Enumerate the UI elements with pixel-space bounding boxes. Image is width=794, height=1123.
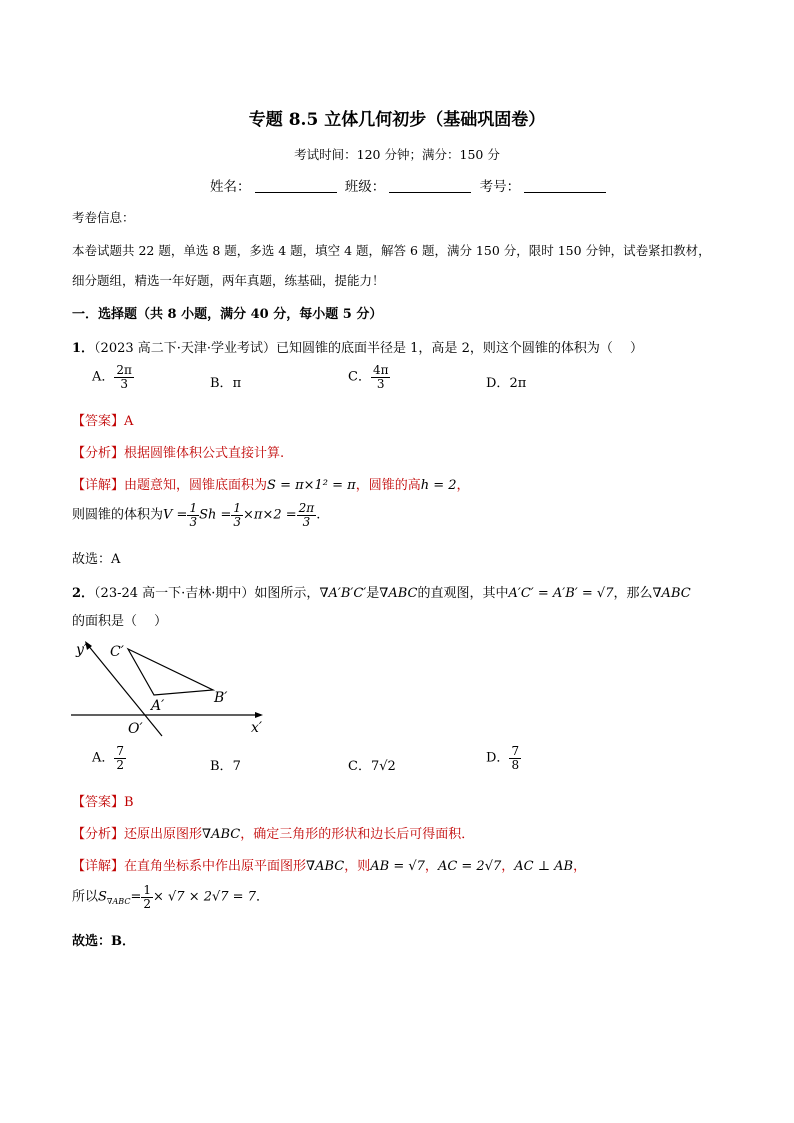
q1-choice: 故选：A bbox=[72, 552, 121, 567]
class-label: 班级： bbox=[344, 179, 386, 195]
label-b: B′ bbox=[214, 690, 228, 706]
q1-option-d: D．2π bbox=[486, 376, 527, 391]
q1-answer: 【答案】A bbox=[72, 414, 134, 429]
q2-option-b: B．7 bbox=[210, 759, 241, 774]
q1-option-b: B．π bbox=[210, 376, 242, 391]
q2-detail: 【详解】在直角坐标系中作出原平面图形∇ABC，则AB = √7，AC = 2√7，AC ⊥ AB， bbox=[72, 859, 587, 874]
page-title: 专题 8.5 立体几何初步（基础巩固卷） bbox=[248, 110, 546, 130]
section-heading: 一．选择题（共 8 小题，满分 40 分，每小题 5 分） bbox=[72, 307, 383, 322]
q1-option-a: A． $\frac{2\pi}{3}$ bbox=[92, 363, 132, 391]
q2-option-d: D． $\frac{7}{8}$ bbox=[486, 744, 520, 772]
q1-detail-1: 【详解】由题意知，圆锥底面积为S = π×1² = π，圆锥的高h = 2， bbox=[72, 478, 470, 493]
label-y: y′ bbox=[76, 642, 88, 658]
info-line-2: 细分题组，精选一年好题，两年真题，练基础，提能力！ bbox=[72, 273, 385, 288]
q1-analysis: 【分析】根据圆锥体积公式直接计算. bbox=[72, 446, 285, 461]
q1-text: 已知圆锥的底面半径是 1，高是 2，则这个圆锥的体积为（ ） bbox=[276, 341, 643, 356]
question-1 bbox=[72, 337, 643, 356]
class-blank bbox=[389, 192, 471, 193]
number-label: 考号： bbox=[479, 179, 521, 195]
q1-source: （2023 高二下·天津·学业考试） bbox=[94, 341, 277, 356]
student-info-row bbox=[210, 175, 610, 195]
q2-option-a: A． $\frac{7}{2}$ bbox=[92, 744, 125, 772]
exam-time: 考试时间：120 分钟；满分：150 分 bbox=[294, 147, 500, 162]
name-blank bbox=[255, 192, 337, 193]
x-arrow-icon bbox=[255, 712, 263, 718]
name-label: 姓名： bbox=[210, 179, 251, 195]
question-2-line-2: 的面积是（ ） bbox=[72, 614, 168, 629]
label-c: C′ bbox=[110, 644, 124, 660]
label-x: x′ bbox=[251, 720, 263, 736]
q2-choice: 故选：B． bbox=[72, 934, 135, 949]
q2-analysis: 【分析】还原出原图形∇ABC，确定三角形的形状和边长后可得面积． bbox=[72, 827, 475, 842]
label-o: O′ bbox=[128, 721, 143, 737]
info-label: 考卷信息： bbox=[72, 210, 135, 225]
q2-area-formula: 所以$S_{\nabla ABC}=$ $\frac{1}{2}$ × √7 × 2√7 = 7． bbox=[72, 883, 269, 911]
q1-number: 1． bbox=[72, 341, 95, 356]
q1-detail-2: 则圆锥的体积为V = $\frac{1}{3}$ Sh = $\frac{1}{3}$ ×π×2 = $\frac{2\pi}{3}$ . bbox=[72, 501, 321, 529]
number-blank bbox=[524, 192, 606, 193]
q2-option-c: C．7√2 bbox=[348, 759, 396, 774]
q1-option-c: C． $\frac{4\pi}{3}$ bbox=[348, 363, 389, 391]
oblique-projection-figure bbox=[65, 632, 275, 742]
label-a: A′ bbox=[151, 698, 165, 714]
info-line-1: 本卷试题共 22 题，单选 8 题，多选 4 题，填空 4 题，解答 6 题，满分 150 分，限时 150 分钟，试卷紧扣教材， bbox=[72, 243, 711, 258]
triangle-abc-prime bbox=[128, 649, 213, 695]
q2-answer: 【答案】B bbox=[72, 795, 134, 810]
question-2: 2．（23-24 高一下·吉林·期中）如图所示，∇A′B′C′是∇ABC的直观图，其中A′C′ = A′B′ = √7，那么∇ABC bbox=[72, 586, 691, 601]
